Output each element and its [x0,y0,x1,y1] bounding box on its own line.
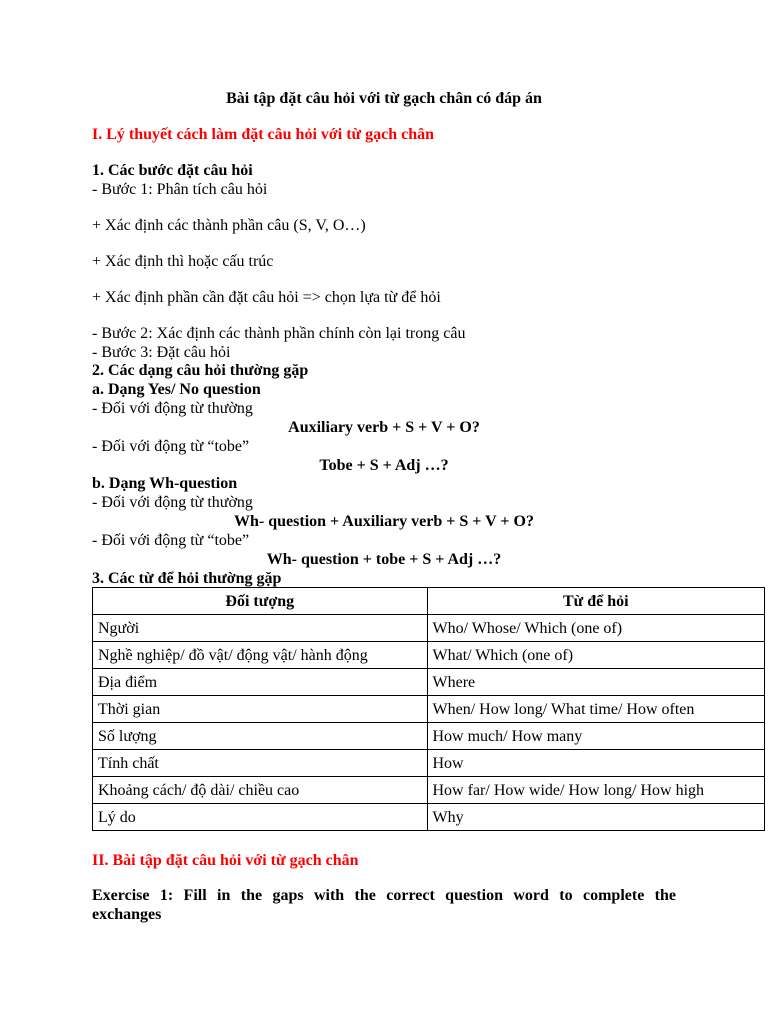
table-cell: How much/ How many [427,723,765,750]
wh-tobe-text: - Đối với động từ “tobe” [92,532,250,549]
step-1-text: - Bước 1: Phân tích câu hỏi [92,181,268,198]
table-cell: How [427,750,765,777]
table-cell: Why [427,804,765,831]
document-title: Bài tập đặt câu hỏi với từ gạch chân có đáp án [226,90,542,107]
table-cell: When/ How long/ What time/ How often [427,696,765,723]
table-cell: Who/ Whose/ Which (one of) [427,615,765,642]
sub-1-heading: 1. Các bước đặt câu hỏi [92,162,253,179]
step-3-text: - Bước 3: Đặt câu hỏi [92,344,231,361]
table-cell: Tính chất [93,750,428,777]
wh-normal-verb-text: - Đối với động từ thường [92,494,253,511]
table-row [93,750,765,777]
wh-formula-2: Wh- question + tobe + S + Adj …? [266,551,502,568]
wh-formula-1: Wh- question + Auxiliary verb + S + V + O? [234,513,534,530]
step-2-text: - Bước 2: Xác định các thành phần chính còn lại trong câu [92,325,466,342]
table-row [93,777,765,804]
yes-no-formula-2: Tobe + S + Adj …? [319,457,449,474]
table-row [93,696,765,723]
table-header-row [93,588,765,615]
exercise-1-instruction-line-2: exchanges [92,906,162,923]
exercise-1-instruction-line-1: Exercise 1: Fill in the gaps with the correct question word to complete the [92,887,676,904]
yes-no-normal-verb-text: - Đối với động từ thường [92,400,253,417]
table-row [93,642,765,669]
table-cell: Người [93,615,428,642]
table-cell: Thời gian [93,696,428,723]
yes-no-formula-1: Auxiliary verb + S + V + O? [288,419,480,436]
bullet-2-text: + Xác định thì hoặc cấu trúc [92,253,274,270]
bullet-1-text: + Xác định các thành phần câu (S, V, O…) [92,217,366,234]
yes-no-heading: a. Dạng Yes/ No question [92,381,261,398]
table-header-cell: Đối tượng [93,588,428,615]
bullet-3-text: + Xác định phần cần đặt câu hỏi => chọn lựa từ để hỏi [92,289,441,306]
table-row [93,615,765,642]
table-row [93,804,765,831]
table-cell: What/ Which (one of) [427,642,765,669]
table-cell: Khoảng cách/ độ dài/ chiều cao [93,777,428,804]
table-cell: Nghề nghiệp/ đồ vật/ động vật/ hành động [93,642,428,669]
section-2-heading: II. Bài tập đặt câu hỏi với từ gạch chân [92,852,359,869]
wh-question-heading: b. Dạng Wh-question [92,475,238,492]
question-words-table [92,587,765,831]
table-cell: Địa điểm [93,669,428,696]
table-cell: Where [427,669,765,696]
table-cell: Số lượng [93,723,428,750]
table-header-cell: Từ để hỏi [427,588,765,615]
table-row [93,723,765,750]
table-cell: Lý do [93,804,428,831]
table-row [93,669,765,696]
sub-2-heading: 2. Các dạng câu hỏi thường gặp [92,362,309,379]
table-cell: How far/ How wide/ How long/ How high [427,777,765,804]
section-1-heading: I. Lý thuyết cách làm đặt câu hỏi với từ gạch chân [92,126,435,143]
yes-no-tobe-text: - Đối với động từ “tobe” [92,438,250,455]
sub-3-heading: 3. Các từ để hỏi thường gặp [92,570,282,587]
